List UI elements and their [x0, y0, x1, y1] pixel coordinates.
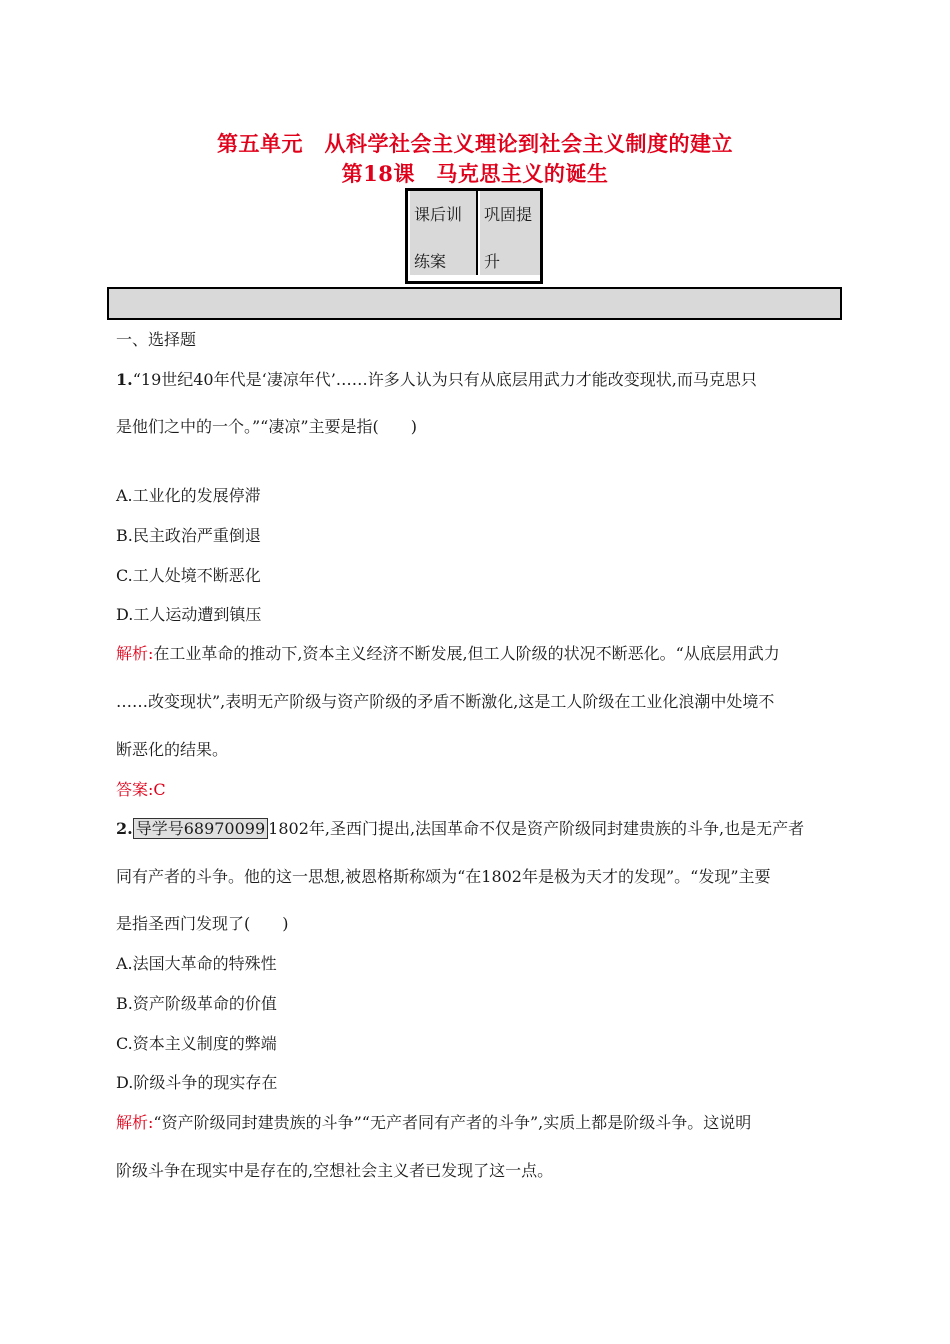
lesson-title: 第18课 马克思主义的诞生 — [341, 161, 609, 186]
question-number: 2. — [116, 819, 133, 838]
section-banner — [107, 287, 842, 320]
analysis-1-line-1 — [116, 641, 780, 664]
option-b: B.资产阶级革命的价值 — [116, 994, 277, 1013]
answer-value: C — [153, 780, 166, 799]
tab-label: 升 — [484, 252, 501, 271]
question-2-line-1 — [116, 816, 804, 839]
analysis-2-line-2: 阶级斗争在现实中是存在的,空想社会主义者已发现了这一点。 — [116, 1161, 554, 1180]
tab-label: 巩固提 — [484, 205, 533, 224]
tab-label: 课后训 — [414, 205, 463, 224]
question-1-line-2: 是他们之中的一个。”“凄凉”主要是指( ) — [116, 417, 418, 436]
analysis-label: 解析: — [116, 644, 154, 663]
analysis-1-line-2: ……改变现状”,表明无产阶级与资产阶级的矛盾不断激化,这是工人阶级在工业化浪潮中处境不 — [116, 692, 775, 711]
question-2-line-2: 同有产者的斗争。他的这一思想,被恩格斯称颂为“在1802年是极为天才的发现”。“发现”主要 — [116, 867, 771, 886]
tab-bar — [405, 188, 543, 284]
analysis-label: 解析: — [116, 1113, 154, 1132]
question-number: 1. — [116, 370, 133, 389]
question-text: 1802年,圣西门提出,法国革命不仅是资产阶级同封建贵族的斗争,也是无产者 — [268, 819, 805, 838]
question-2-line-3: 是指圣西门发现了( ) — [116, 914, 289, 933]
option-a: A.法国大革命的特殊性 — [116, 954, 277, 973]
analysis-text: “资产阶级同封建贵族的斗争”“无产者同有产者的斗争”,实质上都是阶级斗争。这说明 — [153, 1113, 752, 1132]
unit-title: 第五单元 从科学社会主义理论到社会主义制度的建立 — [217, 131, 733, 156]
section-heading: 一、选择题 — [116, 330, 197, 349]
analysis-2-line-1 — [116, 1110, 751, 1133]
tab-label: 练案 — [414, 252, 447, 271]
option-c: C.工人处境不断恶化 — [116, 566, 261, 585]
option-b: B.民主政治严重倒退 — [116, 526, 261, 545]
answer-1 — [116, 777, 166, 800]
guide-number-box[interactable]: 导学号68970099 — [133, 818, 268, 839]
tab-after-class[interactable] — [410, 191, 478, 275]
option-a: A.工业化的发展停滞 — [116, 486, 261, 505]
tab-consolidate[interactable] — [480, 191, 540, 275]
analysis-text: 在工业革命的推动下,资本主义经济不断发展,但工人阶级的状况不断恶化。“从底层用武力 — [153, 644, 780, 663]
question-text: “19世纪40年代是‘凄凉年代’……许多人认为只有从底层用武力才能改变现状,而马克思只 — [132, 370, 757, 389]
option-d: D.工人运动遭到镇压 — [116, 605, 262, 624]
option-c: C.资本主义制度的弊端 — [116, 1034, 277, 1053]
question-1-line-1 — [116, 367, 757, 390]
answer-label: 答案: — [116, 780, 154, 799]
option-d: D.阶级斗争的现实存在 — [116, 1073, 278, 1092]
analysis-1-line-3: 断恶化的结果。 — [116, 740, 229, 759]
